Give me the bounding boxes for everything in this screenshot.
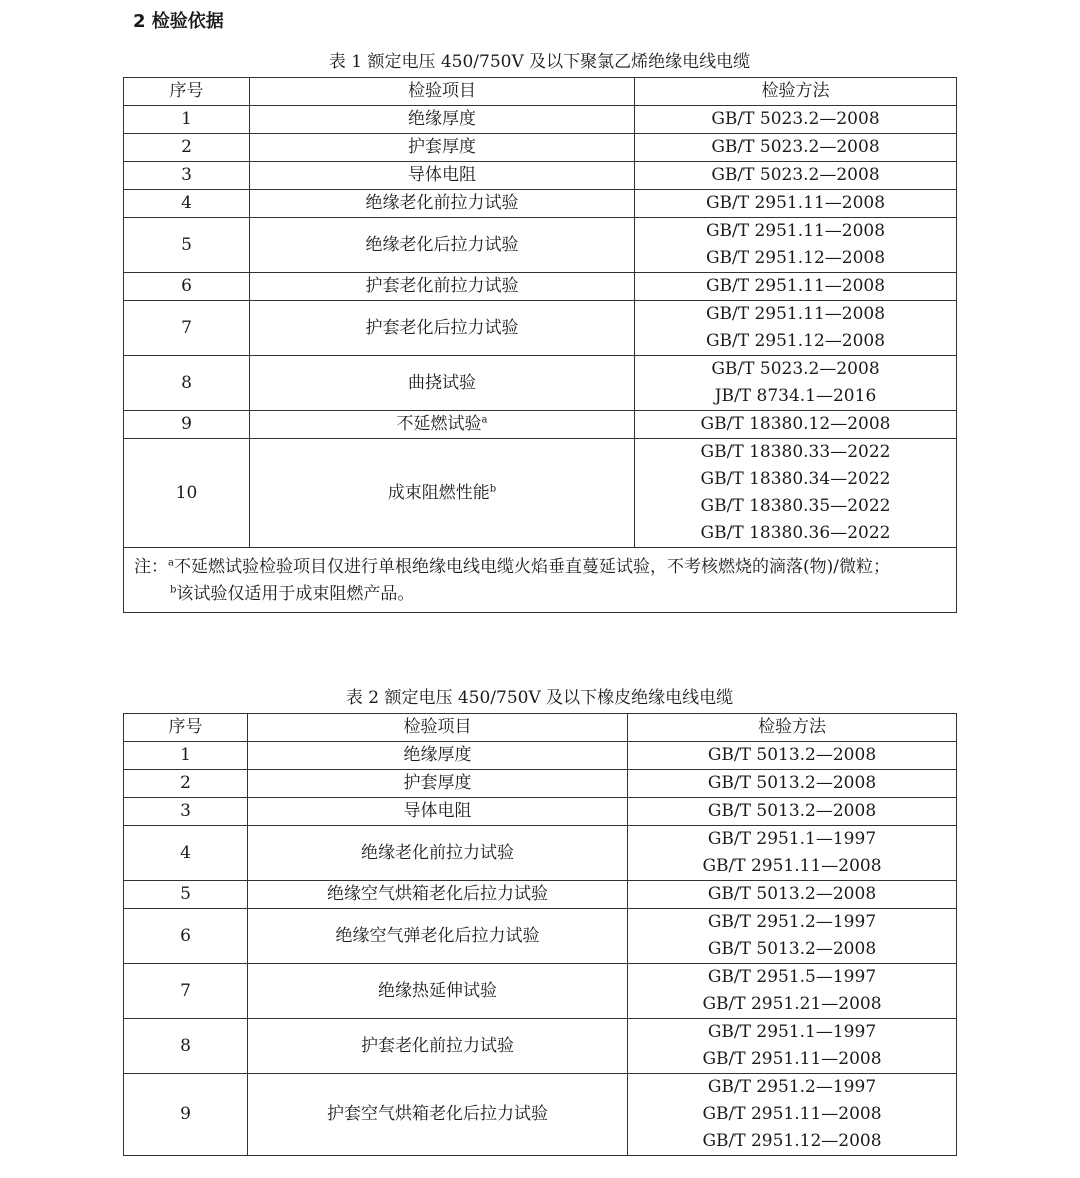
test-method-standard: GB/T 2951.11—2008: [705, 221, 886, 241]
test-item-label: 绝缘老化后拉力试验: [365, 234, 519, 255]
test-item-label: 护套厚度: [403, 773, 472, 793]
table1-caption: 表 1 额定电压 450/750V 及以下聚氯乙烯绝缘电线电缆: [328, 52, 751, 72]
test-method-standard: GB/T 2951.21—2008: [702, 994, 882, 1014]
test-method: [635, 439, 957, 548]
test-method-standard: GB/T 2951.11—2008: [702, 1049, 882, 1069]
note-prefix: 注：: [134, 557, 168, 577]
test-method: [635, 356, 957, 411]
table-row: [124, 218, 957, 273]
test-method-standard: GB/T 5023.2—2008: [711, 137, 880, 157]
table-row: [124, 411, 957, 439]
test-item-label: 护套老化前拉力试验: [361, 1035, 514, 1056]
test-item: [248, 798, 628, 826]
row-number: 10: [124, 439, 250, 548]
note-a: [134, 554, 946, 581]
test-item: [250, 439, 635, 548]
table-row: [124, 1019, 957, 1074]
test-method-standard: GB/T 18380.36—2022: [700, 523, 891, 543]
table2: [123, 713, 957, 1156]
test-method-standard: GB/T 2951.11—2008: [702, 1104, 882, 1124]
section-heading: 2 检验依据: [133, 11, 224, 32]
row-number: 3: [124, 798, 248, 826]
row-number: 2: [124, 134, 250, 162]
test-method-standard: GB/T 5023.2—2008: [711, 109, 880, 129]
table2-caption: 表 2 额定电压 450/750V 及以下橡皮绝缘电线电缆: [345, 688, 734, 708]
test-method: [635, 411, 957, 439]
test-method-standard: GB/T 2951.11—2008: [705, 276, 886, 296]
test-item: [248, 770, 628, 798]
test-item-label: 绝缘空气弹老化后拉力试验: [335, 925, 540, 946]
test-item: [250, 301, 635, 356]
row-number: 4: [124, 190, 250, 218]
test-item: [250, 190, 635, 218]
table-row: [124, 826, 957, 881]
table2-header-method: 检验方法: [628, 714, 957, 742]
test-method-standard: GB/T 5023.2—2008: [711, 359, 880, 379]
test-item: [250, 106, 635, 134]
table1-body: [124, 106, 957, 548]
test-item: [248, 964, 628, 1019]
table-row: [124, 798, 957, 826]
test-method-standard: GB/T 2951.2—1997: [707, 912, 877, 932]
note-b-mark: b: [170, 584, 177, 596]
row-number: 9: [124, 411, 250, 439]
table-row: [124, 742, 957, 770]
test-item: [250, 273, 635, 301]
table-row: [124, 134, 957, 162]
test-item-label: 护套老化后拉力试验: [365, 317, 519, 338]
table1-note: [124, 548, 957, 613]
note-b-text: 该试验仅适用于成束阻燃产品。: [176, 584, 415, 604]
test-method-standard: GB/T 2951.12—2008: [705, 331, 886, 351]
test-method-standard: GB/T 2951.11—2008: [702, 856, 882, 876]
test-method-standard: GB/T 18380.12—2008: [700, 414, 891, 434]
test-method-standard: GB/T 2951.12—2008: [705, 248, 886, 268]
test-method: [628, 964, 957, 1019]
test-item-label: 成束阻燃性能: [387, 482, 490, 503]
test-method: [635, 134, 957, 162]
test-method-standard: GB/T 2951.11—2008: [705, 304, 886, 324]
note-a-mark: a: [168, 557, 174, 569]
test-method: [635, 218, 957, 273]
row-number: 4: [124, 826, 248, 881]
table1-header-row: [124, 78, 957, 106]
test-method: [628, 770, 957, 798]
note-b: [134, 581, 946, 608]
table1: [123, 77, 957, 613]
test-method-standard: GB/T 5013.2—2008: [707, 773, 877, 793]
test-item-label: 曲挠试验: [408, 372, 476, 393]
test-item-label: 绝缘老化前拉力试验: [365, 193, 519, 213]
test-method: [628, 798, 957, 826]
row-number: 8: [124, 356, 250, 411]
row-number: 2: [124, 770, 248, 798]
row-number: 6: [124, 909, 248, 964]
test-method: [635, 162, 957, 190]
test-method-standard: GB/T 5023.2—2008: [711, 165, 880, 185]
test-item: [248, 1074, 628, 1156]
test-method: [635, 273, 957, 301]
table1-header-method: 检验方法: [635, 78, 957, 106]
footnote-mark: b: [489, 482, 497, 494]
row-number: 1: [124, 106, 250, 134]
row-number: 7: [124, 964, 248, 1019]
test-method-standard: GB/T 5013.2—2008: [707, 939, 877, 959]
test-method: [628, 1019, 957, 1074]
test-method: [635, 301, 957, 356]
test-item-label: 导体电阻: [403, 801, 472, 821]
test-item: [248, 1019, 628, 1074]
test-method-standard: GB/T 2951.1—1997: [707, 829, 877, 849]
table-row: [124, 439, 957, 548]
row-number: 5: [124, 218, 250, 273]
table-row: [124, 1074, 957, 1156]
test-method-standard: GB/T 18380.33—2022: [700, 442, 891, 462]
test-method: [628, 909, 957, 964]
test-method-standard: GB/T 2951.5—1997: [707, 967, 877, 987]
test-item-label: 绝缘热延伸试验: [378, 980, 497, 1001]
table-row: [124, 106, 957, 134]
table2-header-row: [124, 714, 957, 742]
test-item-label: 绝缘厚度: [408, 109, 476, 129]
row-number: 1: [124, 742, 248, 770]
test-item: [248, 826, 628, 881]
test-item-label: 绝缘厚度: [403, 745, 472, 765]
table-row: [124, 770, 957, 798]
row-number: 5: [124, 881, 248, 909]
test-item-label: 绝缘老化前拉力试验: [361, 842, 514, 863]
test-method-standard: GB/T 5013.2—2008: [707, 884, 877, 904]
row-number: 7: [124, 301, 250, 356]
test-item: [250, 134, 635, 162]
test-item-label: 不延燃试验: [396, 414, 482, 434]
table1-header-item: 检验项目: [250, 78, 635, 106]
test-item: [250, 411, 635, 439]
test-method-standard: GB/T 18380.35—2022: [700, 496, 891, 516]
test-method-standard: GB/T 2951.2—1997: [707, 1077, 877, 1097]
test-method: [628, 881, 957, 909]
table1-header-no: 序号: [124, 78, 250, 106]
test-method: [635, 106, 957, 134]
table-row: [124, 964, 957, 1019]
table1-note-row: [124, 548, 957, 613]
test-item-label: 绝缘空气烘箱老化后拉力试验: [327, 884, 548, 904]
footnote-mark: a: [481, 414, 488, 426]
test-item-label: 护套空气烘箱老化后拉力试验: [327, 1104, 548, 1124]
row-number: 3: [124, 162, 250, 190]
test-item: [250, 218, 635, 273]
test-method-standard: GB/T 5013.2—2008: [707, 745, 877, 765]
test-item-label: 护套老化前拉力试验: [365, 276, 519, 296]
table-row: [124, 273, 957, 301]
note-a-text: 不延燃试验检验项目仅进行单根绝缘电线电缆火焰垂直蔓延试验，不考核燃烧的滴落(物)/微粒；: [173, 557, 890, 577]
table-row: [124, 909, 957, 964]
table-row: [124, 162, 957, 190]
test-method-standard: GB/T 2951.12—2008: [702, 1131, 882, 1151]
test-item-label: 护套厚度: [408, 137, 476, 157]
table-row: [124, 301, 957, 356]
table-row: [124, 881, 957, 909]
test-method-standard: JB/T 8734.1—2016: [714, 386, 877, 406]
row-number: 9: [124, 1074, 248, 1156]
row-number: 6: [124, 273, 250, 301]
row-number: 8: [124, 1019, 248, 1074]
table2-body: [124, 742, 957, 1156]
test-method: [628, 742, 957, 770]
test-method-standard: GB/T 2951.1—1997: [707, 1022, 877, 1042]
test-method-standard: GB/T 5013.2—2008: [707, 801, 877, 821]
test-item: [250, 162, 635, 190]
test-item: [248, 742, 628, 770]
test-method: [628, 1074, 957, 1156]
table-row: [124, 190, 957, 218]
test-method: [628, 826, 957, 881]
test-item: [248, 881, 628, 909]
test-item: [248, 909, 628, 964]
test-method-standard: GB/T 18380.34—2022: [700, 469, 891, 489]
test-item-label: 导体电阻: [408, 165, 476, 185]
table2-header-no: 序号: [124, 714, 248, 742]
table2-header-item: 检验项目: [248, 714, 628, 742]
test-item: [250, 356, 635, 411]
test-method-standard: GB/T 2951.11—2008: [705, 193, 886, 213]
test-method: [635, 190, 957, 218]
table-row: [124, 356, 957, 411]
